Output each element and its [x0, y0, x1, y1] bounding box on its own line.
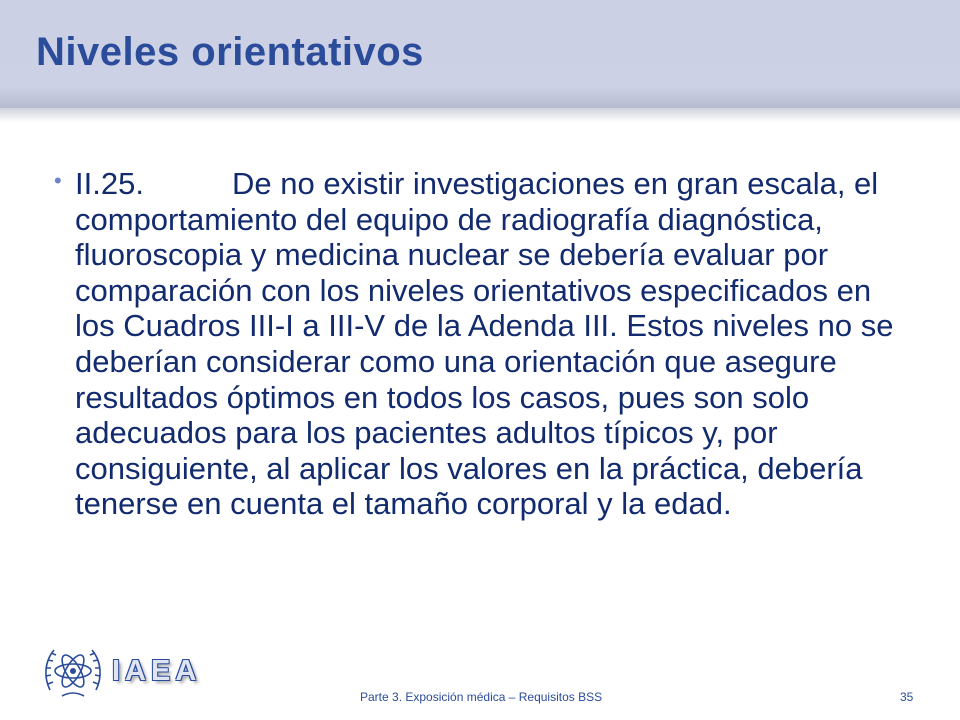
footer-caption: Parte 3. Exposición médica – Requisitos BSS	[360, 690, 603, 704]
bullet-paragraph	[75, 166, 915, 522]
slide-title: Niveles orientativos	[36, 30, 424, 74]
iaea-logo-icon	[40, 640, 106, 706]
iaea-logo-text: IAEA	[112, 655, 202, 687]
bullet-marker: •	[54, 168, 62, 193]
page-number: 35	[900, 690, 914, 704]
header-shadow	[0, 108, 960, 122]
paragraph-text: De no existir investigaciones en gran escala, el comportamiento del equipo de radiografía diagnóstica, fluoroscopia y medicina nuclear se debería evaluar por comparación con los niveles orientativos especificados en los Cuadros III-I a III-V de la Adenda III. Estos niveles no se deberían considerar como una orientación que asegure resultados óptimos en todos los casos, pues son solo adecuados para los pacientes adultos típicos y, por consiguiente, al aplicar los valores en la práctica, debería tenerse en cuenta el tamaño corporal y la edad.	[75, 166, 894, 522]
paragraph-number: II.25.	[75, 166, 144, 201]
